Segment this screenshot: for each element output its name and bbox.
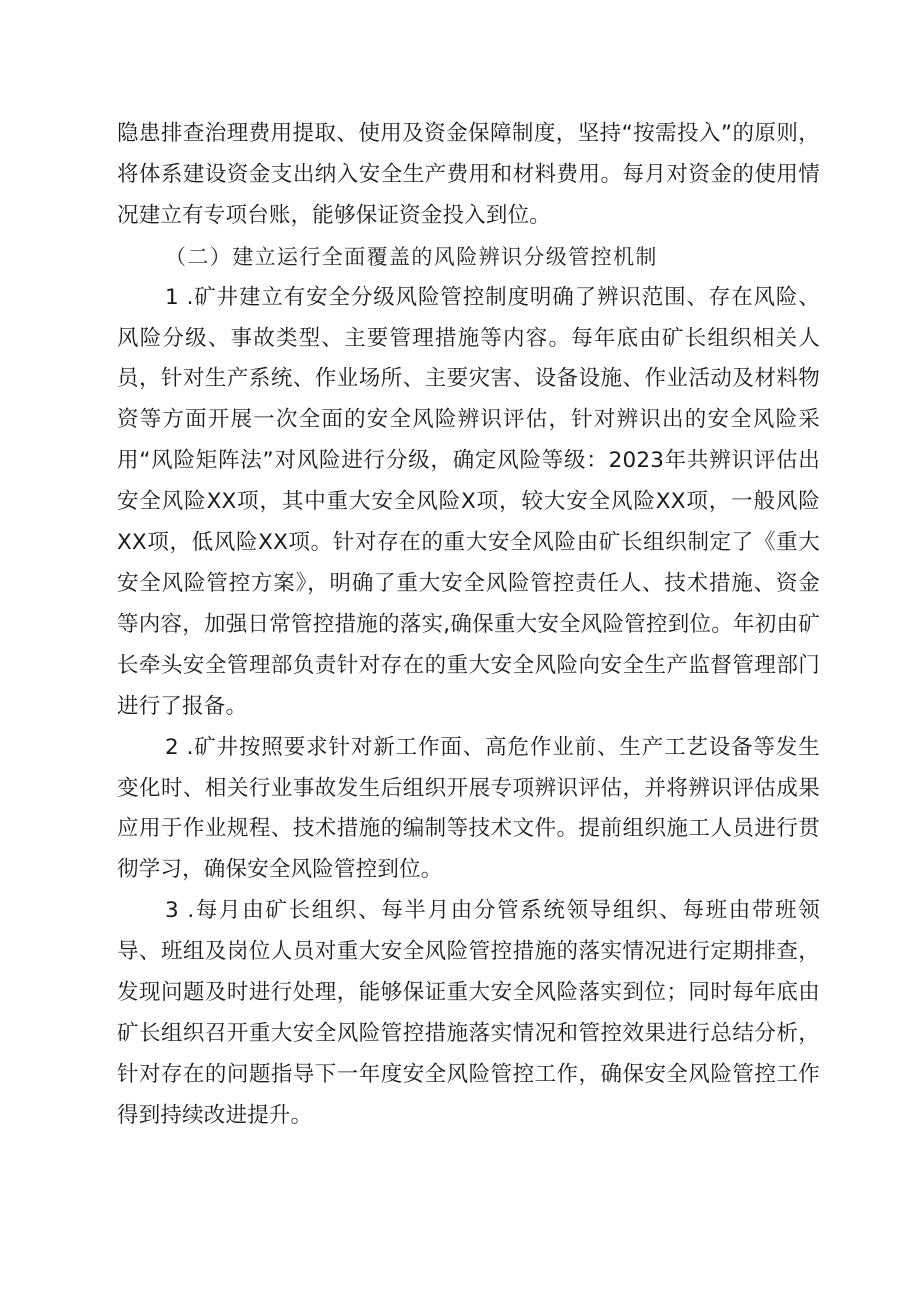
numbered-paragraph-3: 3 .每月由矿长组织、每半月由分管系统领导组织、每班由带班领导、班组及岗位人员对重大安全风险管控措施的落实情况进行定期排查，发现问题及时进行处理，能够保证重大安全风险落实到位；同时每年底由矿长组织召开重大安全风险管控措施落实情况和管控效果进行总结分析，针对存在的问题指导下一年度安全风险管控工作，确保安全风险管控工作得到持续改进提升。 <box>117 898 820 1128</box>
section-heading: （二）建立运行全面覆盖的风险辨识分级管控机制 <box>165 244 658 269</box>
numbered-paragraph-2: 2 .矿井按照要求针对新工作面、高危作业前、生产工艺设备等发生变化时、相关行业事故发生后组织开展专项辨识评估，并将辨识评估成果应用于作业规程、技术措施的编制等技术文件。提前组织施工人员进行贯彻学习，确保安全风险管控到位。 <box>117 734 820 883</box>
continuation-paragraph: 隐患排查治理费用提取、使用及资金保障制度，坚持“按需投入”的原则，将体系建设资金支出纳入安全生产费用和材料费用。每月对资金的使用情况建立有专项台账，能够保证资金投入到位。 <box>117 121 820 228</box>
document-body <box>117 114 820 1137</box>
numbered-paragraph-1: 1 .矿井建立有安全分级风险管控制度明确了辨识范围、存在风险、风险分级、事故类型、主要管理措施等内容。每年底由矿长组织相关人员，针对生产系统、作业场所、主要灾害、设备设施、作业活动及材料物资等方面开展一次全面的安全风险辨识评估，针对辨识出的安全风险采用“风险矩阵法”对风险进行分级，确定风险等级：2023年共辨识评估出安全风险XX项，其中重大安全风险X项，较大安全风险XX项，一般风险XX项，低风险XX项。针对存在的重大安全风险由矿长组织制定了《重大安全风险管控方案》，明确了重大安全风险管控责任人、技术措施、资金等内容，加强日常管控措施的落实,确保重大安全风险管控到位。年初由矿长牵头安全管理部负责针对存在的重大安全风险向安全生产监督管理部门进行了报备。 <box>117 284 820 719</box>
